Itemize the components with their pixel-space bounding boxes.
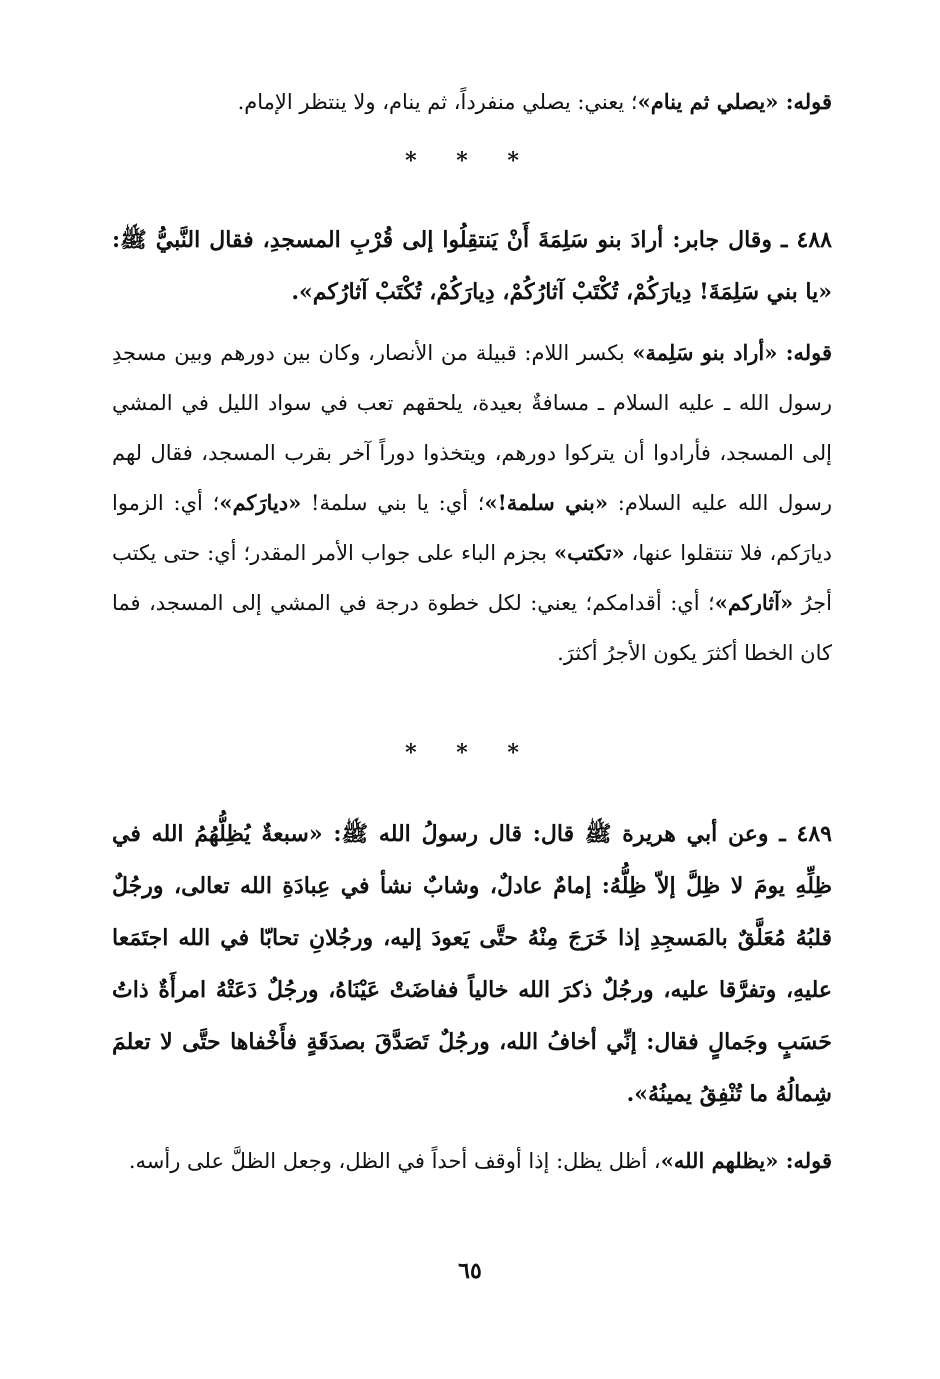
quoted-phrase: «ديارَكم»: [219, 490, 302, 515]
commentary-text: ؛ يعني: يصلي منفرداً، ثم ينام، ولا ينتظر الإمام.: [237, 90, 638, 114]
quoted-phrase: «آثاركم»: [714, 590, 794, 615]
section-separator: * * *: [405, 740, 535, 766]
commentary-text: ، أظل يظل: إذا أوقف أحداً في الظل، وجعل الظلَّ على رأسه.: [128, 1149, 661, 1173]
commentary-text: بجزم الباء على جواب الأمر المقدر؛ أي: حتى يكتب أجرُ: [112, 541, 832, 615]
hadith-488: ٤٨٨ ـ وقال جابر: أرادَ بنو سَلِمَةَ أَنْ يَنتقِلُوا إلى قُرْبِ المسجدِ، فقال النَّبيُّ ﷺ: «يا بني سَلِمَةَ! دِيارَكُمْ، تُكْتَبْ آثارُكُمْ، دِيارَكُمْ، تُكْتَبْ آثارُكم».: [112, 227, 832, 305]
quoted-phrase: «بني سلمة!»: [484, 490, 608, 515]
lead-text: قوله:: [778, 1148, 832, 1173]
lead-text: قوله:: [777, 340, 832, 365]
commentary-489: [112, 1136, 832, 1186]
hadith-489: ٤٨٩ ـ وعن أبي هريرة ﷺ قال: قال رسولُ الله ﷺ: «سبعةٌ يُظِلُّهُمُ الله في ظِلِّهِ يومَ لا ظِلَّ إلاّ ظِلُّهُ: إمامٌ عادلٌ، وشابٌ نشأ في عِبادَةِ الله تعالى، ورجُلٌ قلبُهُ مُعَلَّقٌ بالمَسجِدِ إذا خَرَجَ مِنْهُ حتَّى يَعودَ إليه، ورجُلانِ تحابّا في الله اجتَمَعا عليهِ، وتفرَّقا عليه، ورجُلٌ ذكرَ الله خالياً ففاضَتْ عَيْنَاهُ، ورجُلٌ دَعَتْهُ امرأَةٌ ذاتُ حَسَبٍ وجَمالٍ فقال: إنِّي أخافُ الله، ورجُلٌ تَصَدَّقَ بصدَقَةٍ فأَخْفاها حتَّى لا تعلمَ شِمالُهُ ما تُنْفِقُ يمينُهُ».: [112, 821, 832, 1107]
commentary-paragraph: [112, 77, 832, 127]
commentary-text: ؛ أي: يا بني سلمة!: [301, 491, 485, 515]
lead-text: قوله:: [778, 89, 832, 114]
quoted-phrase: «يظلهم الله»: [660, 1148, 779, 1173]
commentary-text: بكسر اللام: قبيلة من الأنصار، وكان بين دورهم وبين مسجدِ رسول الله ـ عليه السلام ـ مسافةٌ بعيدة، يلحقهم تعب في سواد الليل في المشي إلى المسجد، فأرادوا أن يتركوا دورهم، ويتخذوا دوراً آخر بقرب المسجد، فقال لهم رسول الله عليه السلام:: [112, 341, 832, 515]
commentary-text: ؛ أي: الزموا ديارَكم، فلا تنتقلوا عنها،: [112, 491, 832, 565]
commentary-text: ؛ أي: أقدامكم؛ يعني: لكل خطوة درجة في المشي إلى المسجد، فما كان الخطا أكثرَ يكون الأجرُ أكثرَ.: [112, 591, 832, 665]
quoted-phrase: «أراد بنو سَلِمة»: [632, 340, 778, 365]
commentary-488: [112, 328, 832, 678]
quoted-phrase: «تكتب»: [553, 540, 625, 565]
quoted-phrase: «يصلي ثم ينام»: [637, 89, 779, 114]
section-separator: * * *: [405, 148, 535, 174]
page-number: ٦٥: [458, 1258, 482, 1284]
